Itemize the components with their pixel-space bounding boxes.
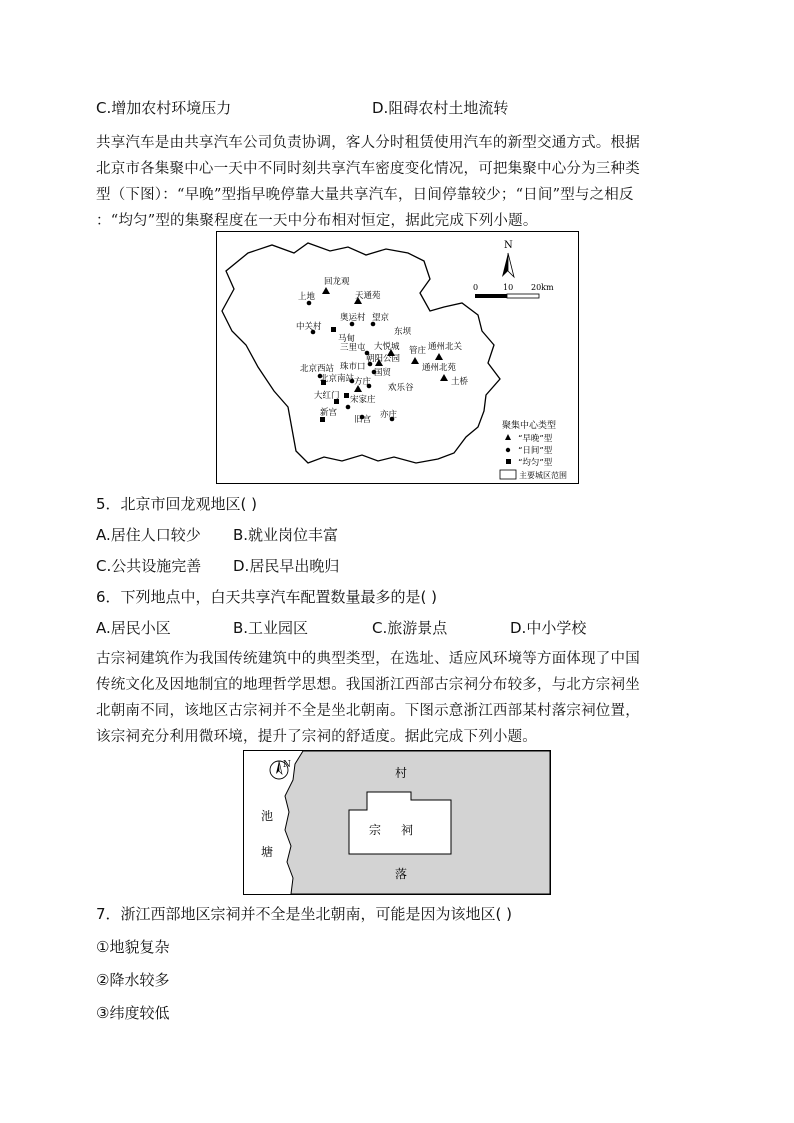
q7-stem: 7．浙江西部地区宗祠并不全是坐北朝南，可能是因为该地区( ) [96,905,513,923]
marker-junyun [331,327,336,332]
passage1-line: 共享汽车是由共享汽车公司负责协调，客人分时租赁使用汽车的新型交通方式。根据 [96,135,640,151]
q7-option-1: ①地貌复杂 [96,938,170,956]
ancestral-hall-map [243,750,551,895]
q4-option-c: C.增加农村环境压力 [96,99,232,117]
label-tongzhoubeiyuan: 通州北苑 [422,363,457,373]
scale-20km: 20km [531,283,554,292]
scale-10: 10 [503,283,514,292]
label-dahongmen: 大红门 [314,391,340,401]
label-guomao: 国贸 [374,368,392,378]
label-zhongguancun: 中关村 [296,322,322,332]
legend-circle-icon [506,448,510,452]
label-songjiazhuang: 宋家庄 [350,395,376,405]
passage2-line: 古宗祠建筑作为我国传统建筑中的典型类型，在选址、适应风环境等方面体现了中国 [96,651,640,667]
label-wangjing: 望京 [372,313,390,323]
label-beijingxizhan: 北京西站 [300,364,335,374]
village-label-2: 落 [395,867,408,881]
label-huanlegu: 欢乐谷 [388,383,414,393]
label-fangzhuang: 方庄 [354,377,372,387]
q5-option-c: C.公共设施完善 [96,557,202,575]
q5-option-d: D.居民早出晚归 [233,557,340,575]
passage2-line: 北朝南不同，该地区古宗祠并不全是坐北朝南。下图示意浙江西部某村落宗祠位置， [96,703,640,719]
marker-junyun [344,393,349,398]
passage1-line: 北京市各集聚中心一天中不同时刻共享汽车密度变化情况，可把集聚中心分为三种类 [96,161,640,177]
label-jiugong: 旧宫 [354,415,372,425]
q6-option-b: B.工业园区 [233,619,309,637]
q6-option-c: C.旅游景点 [372,619,448,637]
label-xingong: 新宫 [320,408,338,418]
label-guanzhuang: 管庄 [409,346,427,356]
label-shangdi: 上地 [298,292,316,302]
label-beijingnanzhan: 北京南站 [320,374,355,384]
label-tuqiao: 土桥 [451,377,469,387]
q5-option-a: A.居住人口较少 [96,526,201,544]
passage2-line: 该宗祠充分利用微环境，提升了宗祠的舒适度。据此完成下列小题。 [96,729,537,745]
label-chaoyanggongyuan: 朝阳公园 [366,354,401,364]
label-madian: 马甸 [338,334,356,344]
map2-north-label: N [283,760,291,770]
label-aoyuncun: 奥运村 [340,313,366,323]
hall-label-1: 宗 [369,823,382,837]
legend-zaowan: “早晚”型 [518,434,553,444]
pond-label-2: 塘 [261,845,274,859]
hall-label-2: 祠 [401,823,414,837]
passage2-line: 传统文化及因地制宜的地理哲学思想。我国浙江西部古宗祠分布较多，与北方宗祠坐 [96,677,640,693]
label-sanlitun: 三里屯 [340,343,366,353]
q7-option-2: ②降水较多 [96,971,170,989]
legend-title: 聚集中心类型 [502,421,557,431]
q6-option-d: D.中小学校 [510,619,587,637]
legend-junyun: “均匀”型 [518,458,553,468]
q5-stem: 5．北京市回龙观地区( ) [96,495,258,513]
q7-option-3: ③纬度较低 [96,1004,170,1022]
q4-option-d: D.阻碍农村土地流转 [372,99,509,117]
q6-stem: 6．下列地点中，白天共享汽车配置数量最多的是( ) [96,588,438,606]
passage1-line: 型（下图）：“早晚”型指早晚停靠大量共享汽车，日间停靠较少；“日间”型与之相反 [96,187,634,203]
label-dongba: 东坝 [394,327,412,337]
scale-bar [475,294,539,298]
scale-0: 0 [473,283,479,292]
marker-rijian [346,405,351,410]
label-huilongguan: 回龙观 [324,277,350,287]
label-yizhuang: 亦庄 [380,410,398,420]
pond-label-1: 池 [261,809,274,823]
beijing-map [216,231,579,484]
legend-square-icon [506,459,511,464]
village-label-1: 村 [395,766,408,780]
label-zhushikou: 珠市口 [340,362,366,372]
label-tongzhoubeiguan: 通州北关 [428,342,463,352]
label-dayuecheng: 大悦城 [374,342,400,352]
legend-area-icon [500,470,516,479]
label-tiantongyuan: 天通苑 [355,291,381,301]
legend-rijian: “日间”型 [518,446,553,456]
map1-north-label: N [504,240,513,251]
legend-area: 主要城区范围 [519,471,567,480]
passage1-line: ：“均匀”型的集聚程度在一天中分布相对恒定，据此完成下列小题。 [96,213,538,229]
q6-option-a: A.居民小区 [96,619,171,637]
q5-option-b: B.就业岗位丰富 [233,526,339,544]
